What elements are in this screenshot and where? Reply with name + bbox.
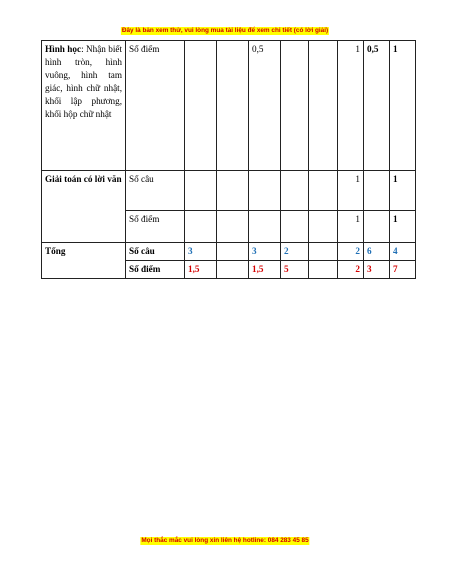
cell [309,171,338,211]
cell [309,243,338,261]
cell [217,243,249,261]
cell [185,41,217,171]
cell [217,261,249,279]
cell: 1,5 [249,261,281,279]
table-row-geometry [42,41,416,171]
cell: 0,5 [364,41,390,171]
cell: 2 [281,243,309,261]
cell [217,211,249,243]
cell: 1 [338,41,364,171]
cell: 3 [364,261,390,279]
cell [281,41,309,171]
cell [185,171,217,211]
row-label: Số điểm [126,41,185,171]
cell: 1 [390,211,416,243]
topic-geometry: Hình học: Nhận biết hình tròn, hình vuông, hình tam giác, hình chữ nhật, khối lập phương, khối hộp chữ nhật [42,41,126,171]
cell [309,41,338,171]
cell [364,171,390,211]
topic-word-problem: Giải toán có lời văn [42,171,126,243]
topic-total: Tổng [42,243,126,279]
cell [249,211,281,243]
cell [249,171,281,211]
cell: 4 [390,243,416,261]
row-label: Số điểm [126,261,185,279]
preview-notice-banner: Đây là bản xem thử, vui lòng mua tài liệu để xem chi tiết (có lời giải) [121,27,329,34]
cell: 1 [338,171,364,211]
cell: 1 [338,211,364,243]
cell [309,261,338,279]
cell [281,211,309,243]
cell: 5 [281,261,309,279]
cell [185,211,217,243]
cell: 7 [390,261,416,279]
cell: 2 [338,243,364,261]
cell [217,41,249,171]
table-row-word-problem-count [42,171,416,211]
cell [281,171,309,211]
cell [217,171,249,211]
cell: 0,5 [249,41,281,171]
cell [309,211,338,243]
cell: 1 [390,171,416,211]
row-label: Số câu [126,171,185,211]
cell: 1 [390,41,416,171]
row-label: Số điểm [126,211,185,243]
cell: 2 [338,261,364,279]
cell: 6 [364,243,390,261]
cell [364,211,390,243]
cell: 3 [185,243,217,261]
cell: 3 [249,243,281,261]
row-label: Số câu [126,243,185,261]
table-row-total-count [42,243,416,261]
hotline-banner: Mọi thắc mắc vui lòng xin liên hệ hotline: 084 283 45 85 [141,537,309,544]
cell: 1,5 [185,261,217,279]
score-matrix-table [41,40,416,279]
